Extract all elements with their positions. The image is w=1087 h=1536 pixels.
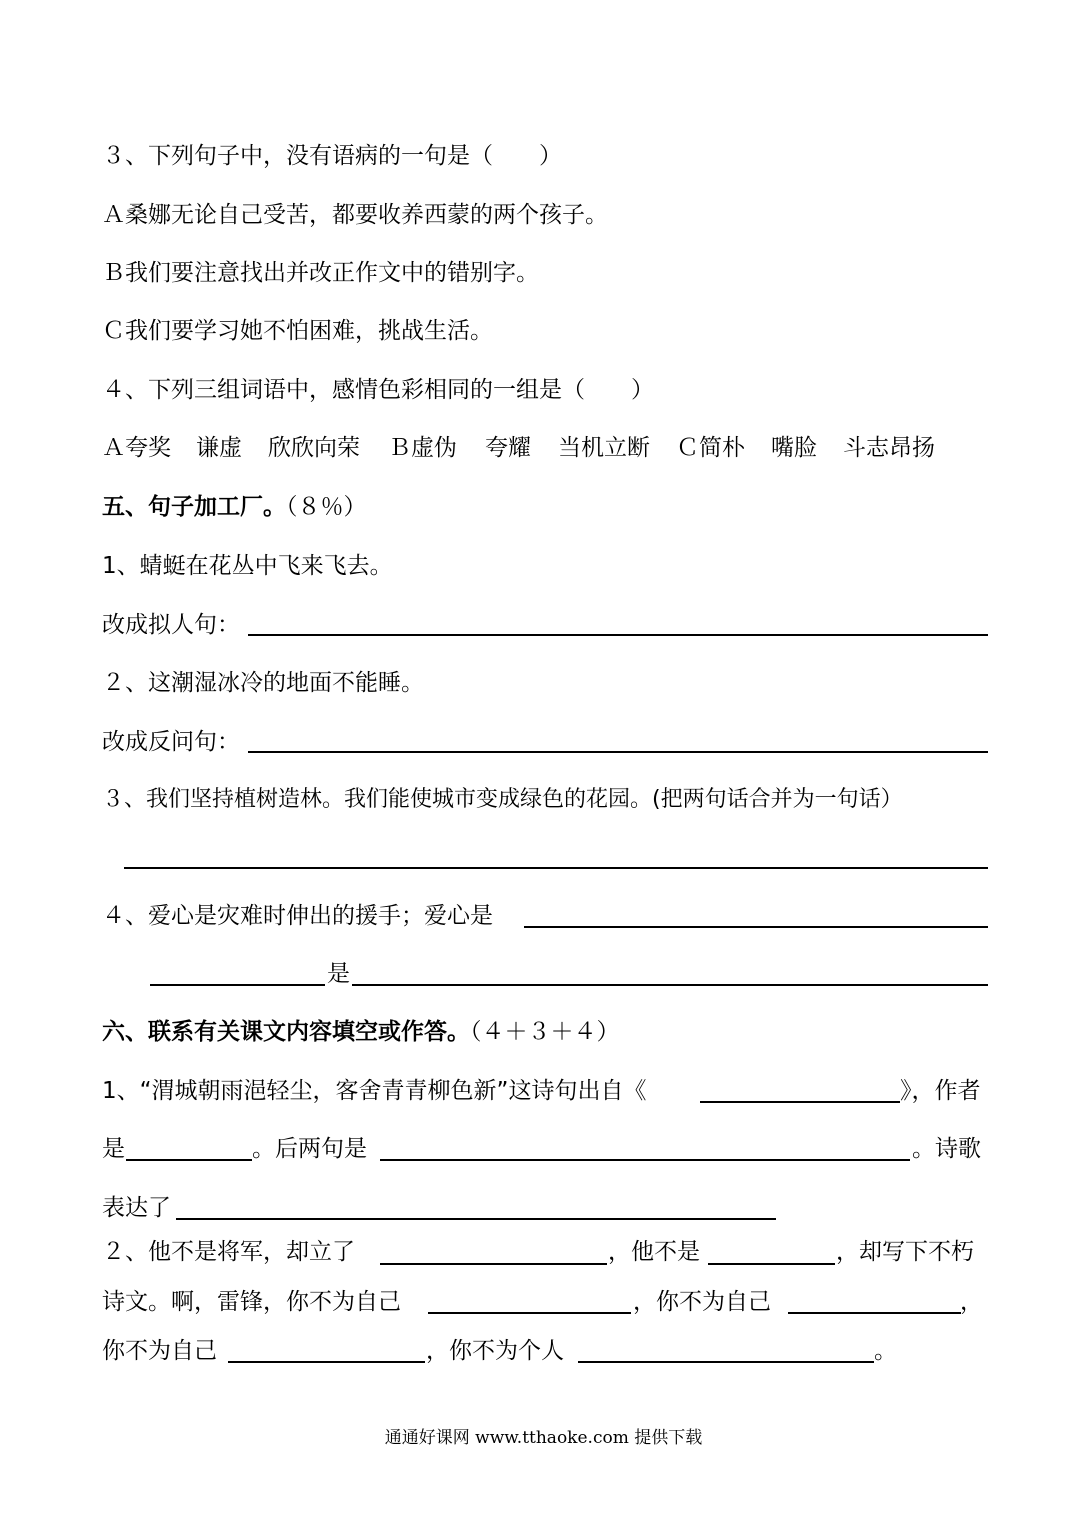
answer-line-6-2-d[interactable] xyxy=(788,1312,961,1314)
page-footer: 通通好课网 www.tthaoke.com 提供下载 xyxy=(384,1428,703,1448)
answer-line-6-1-expresses[interactable] xyxy=(176,1218,776,1220)
answer-line-5-2[interactable] xyxy=(248,751,988,753)
word-option: Ｂ虚伪 xyxy=(388,435,457,461)
question-6-1-shi: 是 xyxy=(102,1136,125,1162)
question-5-2-prompt: 改成反问句： xyxy=(102,729,240,755)
question-4-3-option-a: Ａ桑娜无论自己受苦，都要收养西蒙的两个孩子。 xyxy=(102,202,608,228)
section-6-heading xyxy=(102,1017,620,1047)
answer-line-6-2-f[interactable] xyxy=(578,1361,874,1363)
answer-line-6-2-c[interactable] xyxy=(428,1312,631,1314)
answer-line-6-2-b[interactable] xyxy=(708,1263,835,1265)
answer-line-5-4a[interactable] xyxy=(524,926,988,928)
answer-line-6-1-author[interactable] xyxy=(126,1159,252,1161)
question-6-2-line1a: ２、他不是将军，却立了 xyxy=(102,1239,355,1265)
question-4-4-options xyxy=(102,433,935,463)
answer-line-5-4b[interactable] xyxy=(150,984,325,986)
word-option: Ａ夸奖 xyxy=(102,435,171,461)
question-6-2-line3b: ，你不为个人 xyxy=(426,1338,564,1364)
question-6-2-line2b: ，你不为自己 xyxy=(633,1289,771,1315)
answer-line-5-3[interactable] xyxy=(124,867,988,869)
question-5-1-prompt: 改成拟人句： xyxy=(102,612,240,638)
section-6-score: （４＋３＋４） xyxy=(470,1019,620,1045)
question-5-1: 1、蜻蜓在花丛中飞来飞去。 xyxy=(102,553,393,579)
question-4-3-stem: ３、下列句子中，没有语病的一句是（ ） xyxy=(102,143,562,169)
question-6-1-poem-label: 。诗歌 xyxy=(912,1136,981,1162)
word-option: 斗志昂扬 xyxy=(843,435,935,461)
question-6-1-expresses: 表达了 xyxy=(102,1195,171,1221)
answer-line-6-1-next-lines[interactable] xyxy=(380,1159,910,1161)
question-6-1-next-lines-label: 。后两句是 xyxy=(252,1136,367,1162)
word-option: 当机立断 xyxy=(558,435,650,461)
question-6-2-line3a: 你不为自己 xyxy=(102,1338,217,1364)
answer-line-5-1[interactable] xyxy=(248,634,988,636)
section-5-score: （８％） xyxy=(286,494,367,520)
word-option: 夸耀 xyxy=(485,435,531,461)
question-6-2-line2a: 诗文。啊，雷锋，你不为自己 xyxy=(102,1289,401,1315)
answer-line-6-1-title[interactable] xyxy=(700,1101,900,1103)
question-6-2-line2c: ， xyxy=(960,1289,983,1315)
question-5-3: ３、我们坚持植树造林。我们能使城市变成绿色的花园。(把两句话合并为一句话） xyxy=(102,787,903,812)
answer-line-6-2-e[interactable] xyxy=(228,1361,425,1363)
section-6-title: 六、联系有关课文内容填空或作答。 xyxy=(102,1019,470,1045)
question-6-2-line1b: ，他不是 xyxy=(608,1239,700,1265)
word-option: 嘴脸 xyxy=(771,435,817,461)
question-5-4-shi: 是 xyxy=(327,961,350,987)
section-5-heading xyxy=(102,492,367,522)
question-6-1-line1: 1、“渭城朝雨浥轻尘，客舍青青柳色新”这诗句出自《 xyxy=(102,1078,647,1104)
question-5-4: ４、爱心是灾难时伸出的援手；爱心是 xyxy=(102,903,493,929)
word-option: 欣欣向荣 xyxy=(268,435,360,461)
word-option: Ｃ简朴 xyxy=(676,435,745,461)
question-4-3-option-c: Ｃ我们要学习她不怕困难，挑战生活。 xyxy=(102,318,493,344)
section-5-title: 五、句子加工厂。 xyxy=(102,494,286,520)
question-6-2-line1c: ，却写下不朽 xyxy=(836,1239,974,1265)
answer-line-5-4c[interactable] xyxy=(352,984,988,986)
question-4-4-stem: ４、下列三组词语中，感情色彩相同的一组是（ ） xyxy=(102,377,654,403)
question-4-3-option-b: Ｂ我们要注意找出并改正作文中的错别字。 xyxy=(102,260,539,286)
question-6-2-line3c: 。 xyxy=(874,1338,897,1364)
word-option: 谦虚 xyxy=(196,435,242,461)
question-5-2: ２、这潮湿冰冷的地面不能睡。 xyxy=(102,670,424,696)
answer-line-6-2-a[interactable] xyxy=(380,1263,607,1265)
question-6-1-author-label: 》，作者 xyxy=(900,1078,981,1104)
